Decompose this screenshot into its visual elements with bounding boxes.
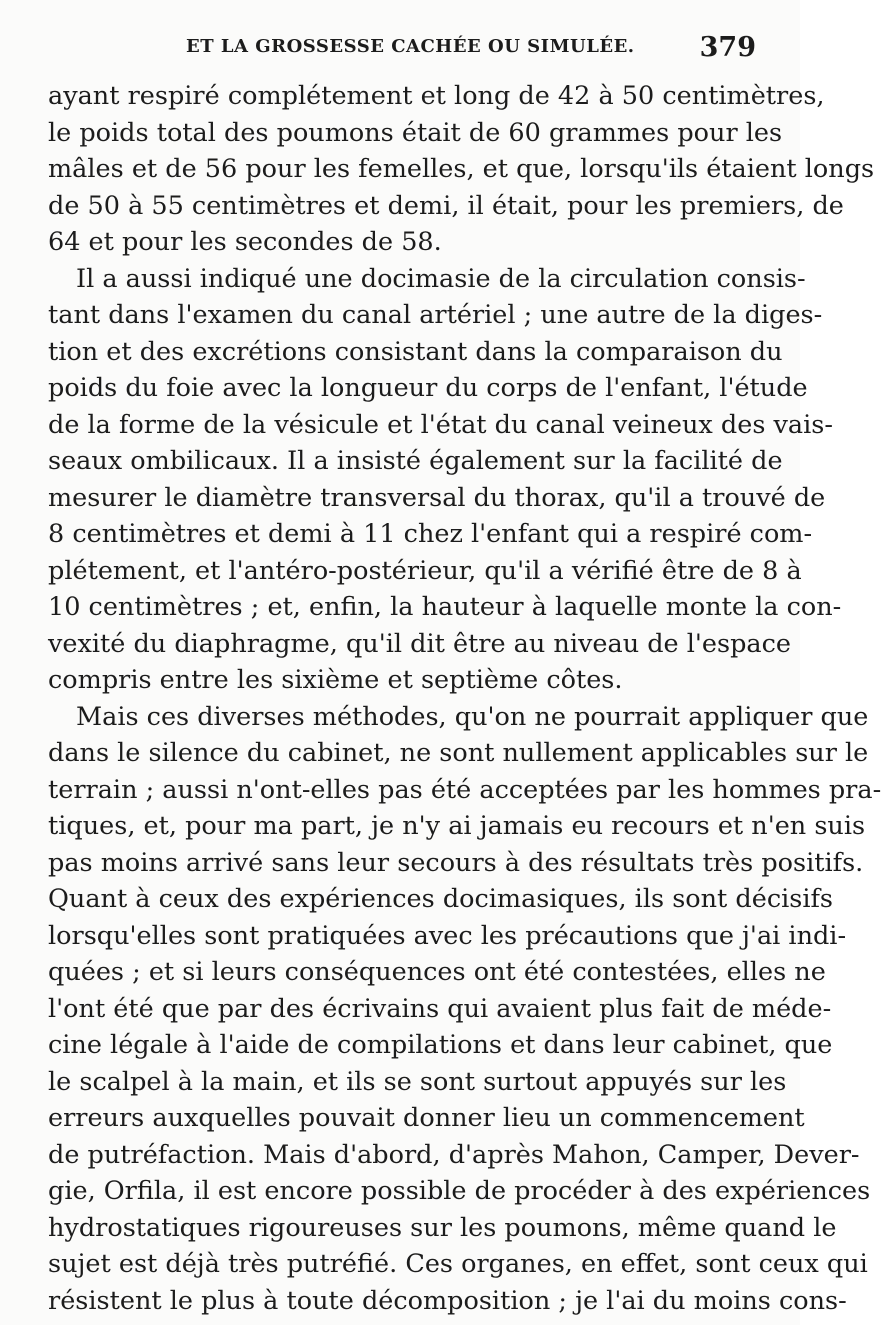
- text-line: Il a aussi indiqué une docimasie de la circulation consis-: [76, 263, 806, 294]
- text-line: mesurer le diamètre transversal du thorax, qu'il a trouvé de: [48, 482, 826, 513]
- text-line: ayant respiré complétement et long de 42 à 50 centimètres,: [48, 81, 825, 111]
- text-line: dans le silence du cabinet, ne sont nullement applicables sur le: [48, 738, 869, 768]
- text-line: cine légale à l'aide de compilations et dans leur cabinet, que: [48, 1030, 833, 1060]
- text-line: 64 et pour les secondes de 58.: [48, 227, 442, 257]
- text-line: lorsqu'elles sont pratiquées avec les précautions que j'ai indi-: [48, 920, 847, 951]
- text-line: le poids total des poumons était de 60 grammes pour les: [48, 117, 783, 148]
- text-line: terrain ; aussi n'ont-elles pas été acceptées par les hommes pra-: [48, 774, 881, 805]
- text-line: le scalpel à la main, et ils se sont surtout appuyés sur les: [48, 1066, 787, 1097]
- page-number: 379: [699, 32, 756, 63]
- text-line: mâles et de 56 pour les femelles, et que, lorsqu'ils étaient longs: [48, 154, 875, 184]
- text-line: de la forme de la vésicule et l'état du canal veineux des vais-: [48, 409, 833, 440]
- paragraph: [48, 78, 875, 261]
- text-line: hydrostatiques rigoureuses sur les poumons, même quand le: [48, 1212, 837, 1243]
- text-line: 8 centimètres et demi à 11 chez l'enfant qui a respiré com-: [48, 519, 813, 549]
- running-title: ET LA GROSSESSE CACHÉE OU SIMULÉE.: [186, 36, 635, 57]
- body-text: [48, 78, 881, 1319]
- text-line: pas moins arrivé sans leur secours à des résultats très positifs.: [48, 847, 864, 878]
- text-line: tion et des excrétions consistant dans la comparaison du: [48, 336, 783, 367]
- text-line: l'ont été que par des écrivains qui avaient plus fait de méde-: [48, 993, 832, 1024]
- text-line: Quant à ceux des expériences docimasiques, ils sont décisifs: [48, 884, 834, 914]
- text-line: quées ; et si leurs conséquences ont été contestées, elles ne: [48, 957, 826, 987]
- text-line: tiques, et, pour ma part, je n'y ai jamais eu recours et n'en suis: [48, 811, 866, 841]
- text-line: Mais ces diverses méthodes, qu'on ne pourrait appliquer que: [76, 701, 869, 732]
- text-line: seaux ombilicaux. Il a insisté également sur la facilité de: [48, 446, 783, 476]
- text-line: de putréfaction. Mais d'abord, d'après Mahon, Camper, Dever-: [48, 1139, 860, 1170]
- text-line: 10 centimètres ; et, enfin, la hauteur à laquelle monte la con-: [48, 592, 842, 622]
- text-line: compris entre les sixième et septième côtes.: [48, 665, 623, 695]
- text-line: poids du foie avec la longueur du corps de l'enfant, l'étude: [48, 373, 808, 403]
- text-line: de 50 à 55 centimètres et demi, il était, pour les premiers, de: [48, 190, 844, 221]
- paragraph: [48, 261, 842, 699]
- text-line: tant dans l'examen du canal artériel ; une autre de la diges-: [48, 300, 823, 330]
- text-line: plétement, et l'antéro-postérieur, qu'il a vérifié être de 8 à: [48, 555, 802, 586]
- text-line: erreurs auxquelles pouvait donner lieu un commencement: [48, 1103, 805, 1133]
- text-line: gie, Orfila, il est encore possible de procéder à des expériences: [48, 1176, 871, 1206]
- text-line: sujet est déjà très putréfié. Ces organes, en effet, sont ceux qui: [48, 1249, 868, 1279]
- text-line: résistent le plus à toute décomposition ; je l'ai du moins cons-: [48, 1285, 847, 1316]
- paragraph: [48, 699, 881, 1320]
- text-line: vexité du diaphragme, qu'il dit être au niveau de l'espace: [48, 628, 791, 659]
- running-header: [48, 32, 758, 72]
